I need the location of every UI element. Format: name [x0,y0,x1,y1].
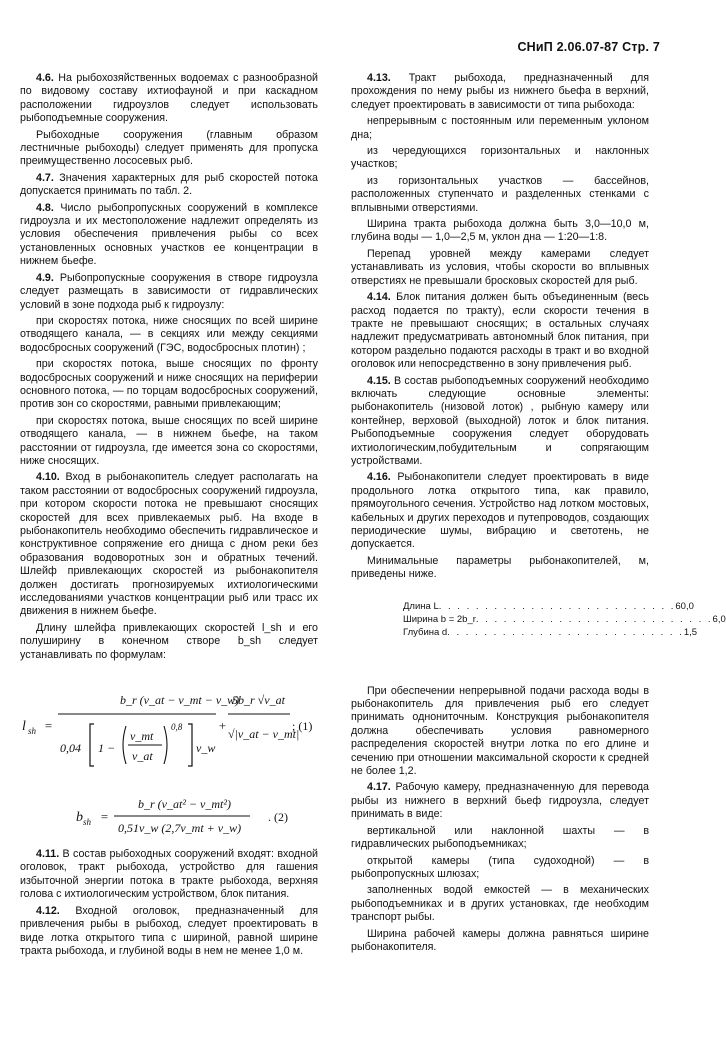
paragraph-text: Число рыбопропускных сооружений в комплексе гидроузла и их местоположение надлежит определять из условия обеспечения привлечения рыбы со всех установленных основных участков ее концентрации в нижнем бьефе. [20,201,318,268]
den-exponent: 0,8 [171,722,183,733]
paragraph [20,471,318,618]
paragraph-text: Вход в рыбонакопитель следует располагать на таком расстоянии от водосбросных сооружений гидроузла, при котором скорости потока не превышают сносящих скоростей для всех привлекаемых рыб. На входе в рыбонакопитель необходимо обеспечить гидравлическое и конструктивное сопряжение его днища с дном реки без образования водоворотных зон и обратных течений. Шлейф привлекающих скоростей из рыбонакопителя должен достигать прогнозируемых ихтиологическими исследованиями участков концентрации рыб или трасс их движения в нижнем бьефе. [20,471,318,618]
paragraph-text: Рыбонакопители следует проектировать в виде продольного лотка открытого типа, как правило, прямоугольного сечения. Устройство над лотком мостовых, кабельных и других переходов и путепроводов, создающих периодические шумы, вибрацию и светотень, не допускается. [351,471,649,551]
paragraph [20,848,318,902]
clause-number: 4.12. [36,904,60,917]
page-header [517,40,660,54]
equals-sign: = [44,718,53,734]
bracket-right [188,724,192,766]
one: 1 − [98,741,116,756]
equals-sign: = [100,809,109,825]
clause-number: 4.17. [367,781,391,794]
clause-number: 4.15. [367,374,391,387]
paragraph [351,471,649,551]
paragraph: из чередующихся горизонтальных и наклонных участков; [351,145,649,171]
formula-2-graphic [20,794,318,838]
paragraph-text: В состав рыбоподъемных сооружений необходимо включать следующие основные элементы: рыбонакопитель (низовой лоток) , рыбную камеру или контейнер, верховой (выходной) лоток и блок питания. Рыбоподъемные сооружения следует оборудовать ихтиологическим,побудительным и сопрягающим устройствами. [351,374,649,467]
right-column [351,72,726,957]
paragraph: При обеспечении непрерывной подачи расхода воды в рыбонакопитель для привлечения рыб его следует принимать однониточным. Конструкция рыбонакопителя должна обеспечивать условия равномерного распределения скоростей внутри лотка по его длине и сечению при отношении максимальной скорости к средней не более 1,2. [351,684,649,778]
plus-sign: + [218,718,227,734]
paragraph-text: Блок питания должен быть объединенным (весь расход подается по тракту), если скорости течения в тракте не превышают сносящих; в остальных случаях надлежит предусматривать автономный блок питания, при котором раздельно подаются расходы в тракт и во входной оголовок или непосредственно в зону привлечения рыб. [351,291,649,371]
leader-dots: . . . . . . . . . . . . . . . . . . . . . . . . . . [447,626,684,638]
paragraph [20,905,318,959]
paragraph [20,72,318,126]
parameter-row [403,600,694,613]
frac-top: v_mt [130,729,154,744]
paragraph [351,781,649,821]
clause-number: 4.14. [367,291,391,304]
paragraph: Длину шлейфа привлекающих скоростей l_sh и его полуширину в конечном створе b_sh следует устанавливать по формулам: [20,621,318,661]
clause-number: 4.13. [367,72,391,84]
formula-1-graphic [20,668,318,786]
left-column [20,72,318,961]
clause-number: 4.10. [36,471,60,484]
formula2-lhs: b [76,810,83,826]
paren-left [123,726,126,764]
paragraph [351,375,649,469]
formula2-numerator: b_r (v_at² − v_mt²) [138,797,231,812]
paragraph [20,172,318,199]
formula2-denominator: 0,51v_w (2,7v_mt + v_w) [118,821,242,836]
paragraph: открытой камеры (типа судоходной) — в рыбопропускных шлюзах; [351,854,649,880]
paragraph-text: Рабочую камеру, предназначенную для перевода рыбы из нижнего в верхний бьеф гидроузла, следует принимать в виде: [351,781,649,821]
paragraph: из горизонтальных участков — бассейнов, расположенных ступенчато и разделенных стенками с вплывными отверстиями. [351,174,649,214]
term2-numerator: 5b_r √v_at [232,693,285,708]
leader-dots: . . . . . . . . . . . . . . . . . . . . . . . . . . [475,613,713,625]
paragraph: Минимальные параметры рыбонакопителей, м, приведены ниже. [351,554,649,581]
paragraph-text: Значения характерных для рыб скоростей потока допускается принимать по табл. 2. [20,171,318,198]
paragraph: Ширина тракта рыбохода должна быть 3,0—10,0 м, глубина воды — 1,0—2,5 м, уклон дна — 1:20—1:8. [351,218,649,244]
parameter-value: 1,5 [683,626,698,638]
parameter-row [403,613,726,626]
paragraph: непрерывным с постоянным или переменным уклоном дна; [351,115,649,141]
paren-right [164,726,167,764]
parameter-label: Глубина d [403,626,448,638]
paragraph-text: Рыбопропускные сооружения в створе гидроузла следует размещать в зависимости от гидравлических условий в зоне подхода рыб к гидроузлу: [20,271,318,311]
paragraph [20,202,318,269]
formula2-tail: . (2) [268,810,288,825]
bracket-left [90,724,94,766]
formula-tail: ; (1) [292,719,313,734]
clause-number: 4.9. [36,271,54,284]
formula-den-coef: 0,04 [60,741,81,756]
parameters-list [403,600,726,639]
document-code: СНиП 2.06.07-87 [517,40,619,54]
parameter-label: Ширина b = 2b_r [403,613,476,625]
clause-number: 4.11. [36,848,60,861]
formula-lhs-sub: sh [28,726,37,737]
paragraph: Ширина рабочей камеры должна равняться ширине рыбонакопителя. [351,927,649,953]
parameter-value: 60,0 [675,600,694,612]
term2-denominator: √|v_at − v_mt| [228,727,300,742]
paragraph [20,272,318,312]
parameter-label: Длина L [403,600,439,612]
paragraph: Перепад уровней между камерами следует устанавливать из условия, чтобы скорости во вплывных отверстиях не превышали бросковых скоростей для рыб. [351,247,649,287]
paragraph-text: Тракт рыбохода, предназначенный для прохождения по нему рыбы из нижнего бьефа в верхний, следует проектировать в зависимости от типа рыбохода: [351,72,649,111]
formula2-lhs-sub: sh [83,817,92,828]
paragraph: вертикальной или наклонной шахты — в гидравлических рыбоподъемниках; [351,824,649,851]
den-tail: v_w [196,741,216,756]
paragraph [351,291,649,371]
leader-dots: . . . . . . . . . . . . . . . . . . . . . . . . . . [438,600,676,612]
formula-lhs: l [22,719,26,735]
formula-2 [20,794,318,838]
paragraph: при скоростях потока, ниже сносящих по всей ширине отводящего канала, — в секциях или между секциями водосбросных сооружений (ГЭС, водосбросных плотин) ; [20,314,318,354]
formula-1 [20,668,318,786]
paragraph-text: Входной оголовок, предназначенный для привлечения рыбы в рыбоход, следует проектировать в виде лотка открытого типа с шириной, равной ширине тракта рыбохода, и глубиной воды в нем не менее 1,0 м. [20,904,318,957]
formula-numerator: b_r (v_at − v_mt − v_w) [120,693,240,708]
clause-number: 4.7. [36,171,54,184]
page-number: Стр. 7 [622,40,660,54]
paragraph: при скоростях потока, выше сносящих по всей ширине отводящего канала, — в нижнем бьефе, на таком расстоянии от гидроузла, где имеется зона со скоростями, ниже сносящих. [20,414,318,467]
paragraph [351,72,649,112]
clause-number: 4.8. [36,201,54,214]
paragraph: заполненных водой емкостей — в механических рыбоподъемниках и в других установках, где необходим транспорт рыбы. [351,884,649,924]
paragraph: при скоростях потока, выше сносящих по фронту водосбросных сооружений и ниже сносящих на периферии основного потока, — по торцам водосбросных сооружений, против зон со скоростями, равными привлекающим; [20,358,318,411]
frac-bot: v_at [132,749,153,764]
paragraph-text: На рыбохозяйственных водоемах с разнообразной по видовому составу ихтиофауной и при каскадном расположении гидроузлов следует использовать рыбоподъемные сооружения. [20,72,318,125]
parameter-value: 6,0 [712,613,726,625]
clause-number: 4.6. [36,72,54,84]
paragraph: Рыбоходные сооружения (главным образом лестничные рыбоходы) следует применять для пропуска преимущественно лососевых рыб. [20,128,318,168]
paragraph-text: В состав рыбоходных сооружений входят: входной оголовок, тракт рыбохода, устройство для гашения избыточной энергии потока в тракте рыбохода, верхняя голова с ихтиологическим устройством, блок питания. [20,848,318,901]
clause-number: 4.16. [367,471,391,484]
parameter-row [403,626,698,639]
